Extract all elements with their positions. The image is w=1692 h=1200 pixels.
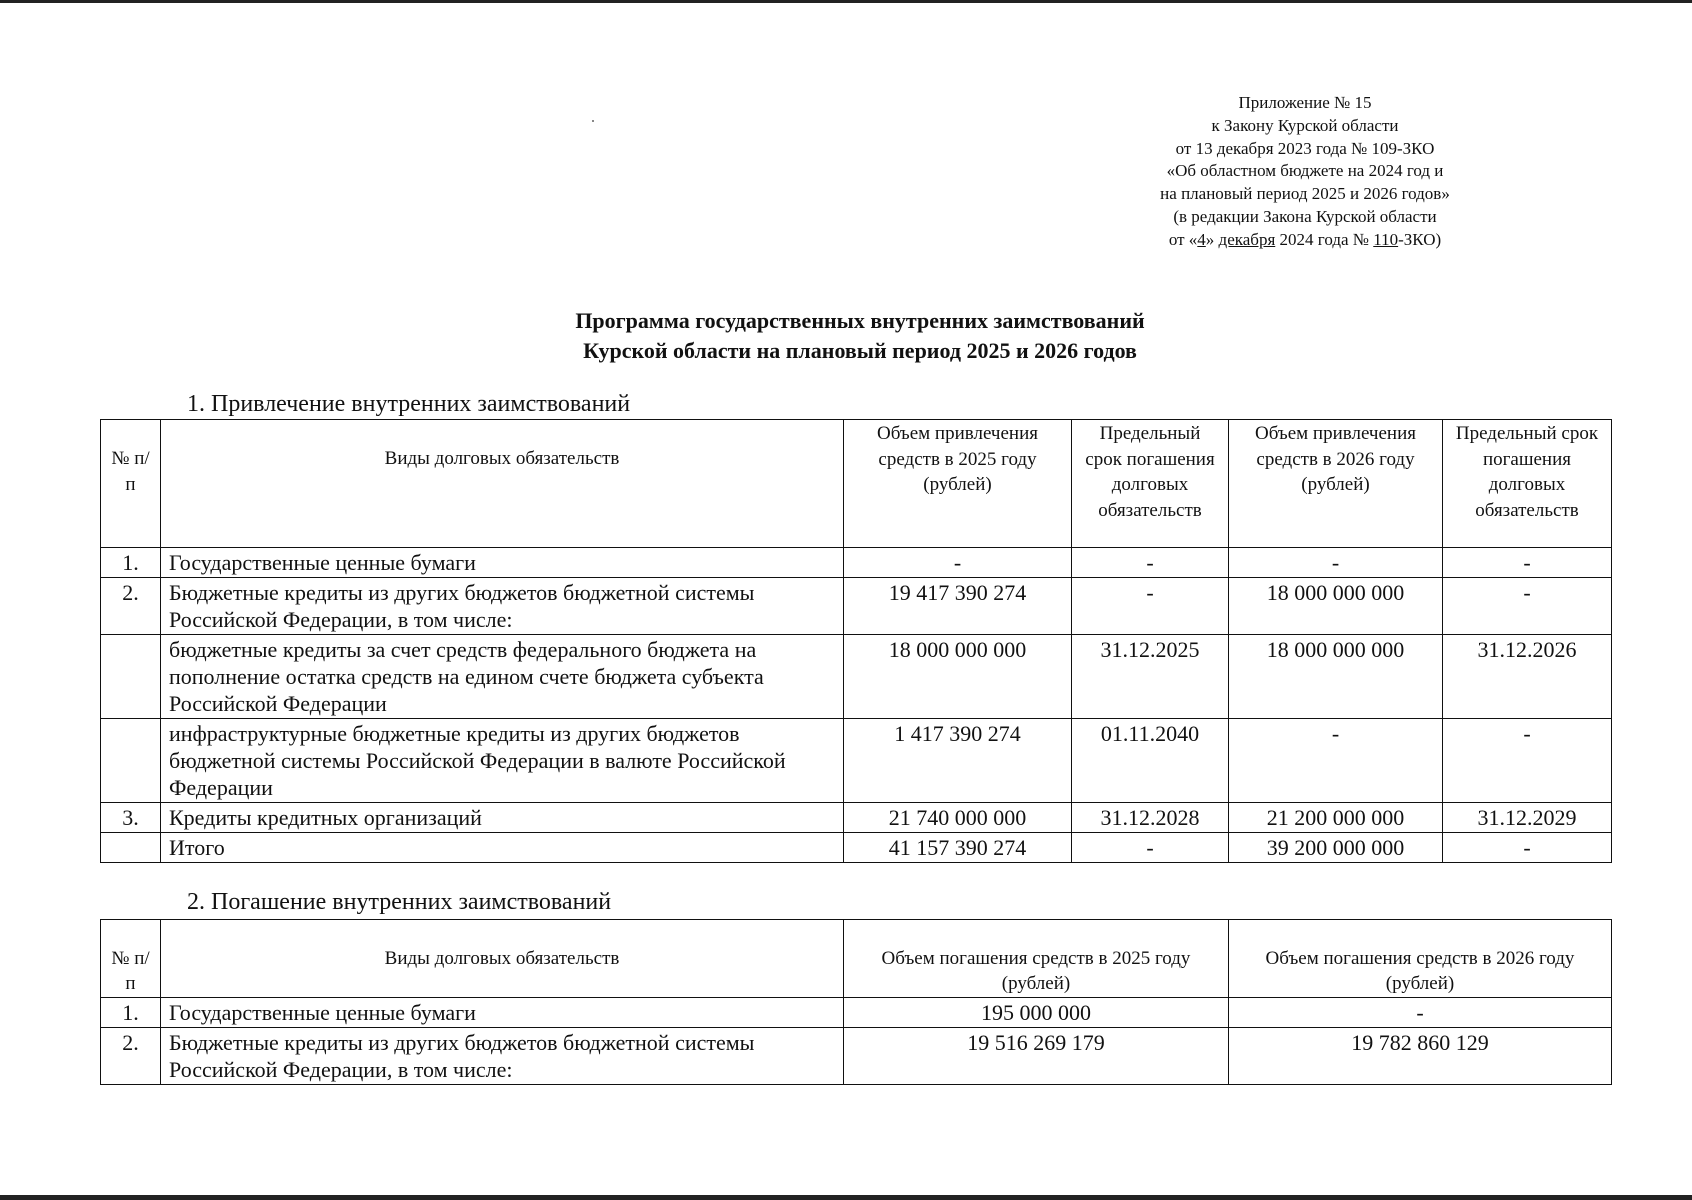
- row-kind: Государственные ценные бумаги: [161, 998, 844, 1028]
- row-vol-2026: 18 000 000 000: [1229, 578, 1443, 635]
- amendment-number: 110: [1373, 229, 1399, 249]
- title-line-1: Программа государственных внутренних заимствований: [575, 308, 1145, 333]
- row-repay-2026: 19 782 860 129: [1229, 1028, 1612, 1085]
- row-kind: Бюджетные кредиты из других бюджетов бюджетной системы Российской Федерации, в том числе:: [161, 578, 844, 635]
- table-row: [101, 719, 1612, 803]
- row-kind: инфраструктурные бюджетные кредиты из других бюджетов бюджетной системы Российской Федерации в валюте Российской Федерации: [161, 719, 844, 803]
- header-repay-2026: Объем погашения средств в 2026 году (рублей): [1229, 920, 1612, 998]
- amendment-text: 2024 года №: [1275, 229, 1374, 249]
- row-num: 2.: [101, 1028, 161, 1085]
- table-row: [101, 635, 1612, 719]
- row-vol-2025: -: [844, 548, 1072, 578]
- header-vol-2025: Объем привлечения средств в 2025 году (рублей): [844, 420, 1072, 548]
- row-term-2026: 31.12.2026: [1443, 635, 1612, 719]
- row-vol-2025: 19 417 390 274: [844, 578, 1072, 635]
- row-num: 2.: [101, 578, 161, 635]
- row-num: 1.: [101, 548, 161, 578]
- table-header-row: [101, 920, 1612, 998]
- row-repay-2026: -: [1229, 998, 1612, 1028]
- amendment-text: -ЗКО): [1398, 229, 1442, 249]
- row-term-2025: -: [1072, 578, 1229, 635]
- appendix-amendment-line: [1110, 229, 1500, 252]
- amendment-text: от «: [1168, 229, 1198, 249]
- row-vol-2026: 39 200 000 000: [1229, 833, 1443, 863]
- row-term-2026: 31.12.2029: [1443, 803, 1612, 833]
- row-term-2026: -: [1443, 548, 1612, 578]
- row-vol-2026: 18 000 000 000: [1229, 635, 1443, 719]
- row-term-2025: 01.11.2040: [1072, 719, 1229, 803]
- section-2-heading: 2. Погашение внутренних заимствований: [187, 889, 612, 915]
- amendment-day: 4: [1197, 229, 1206, 249]
- row-term-2025: -: [1072, 833, 1229, 863]
- table-header-row: [101, 420, 1612, 548]
- row-num: [101, 719, 161, 803]
- row-term-2026: -: [1443, 719, 1612, 803]
- header-num: № п/п: [101, 920, 161, 998]
- header-vol-2026: Объем привлечения средств в 2026 году (рублей): [1229, 420, 1443, 548]
- header-repay-2025: Объем погашения средств в 2025 году (рублей): [844, 920, 1229, 998]
- row-term-2025: 31.12.2025: [1072, 635, 1229, 719]
- amendment-month: декабря: [1218, 229, 1276, 249]
- appendix-line: (в редакции Закона Курской области: [1173, 206, 1437, 226]
- row-num: 1.: [101, 998, 161, 1028]
- row-num: [101, 833, 161, 863]
- row-vol-2025: 18 000 000 000: [844, 635, 1072, 719]
- header-kind: Виды долговых обязательств: [161, 420, 844, 548]
- appendix-line: к Закону Курской области: [1211, 115, 1399, 135]
- table-row: [101, 578, 1612, 635]
- row-vol-2026: -: [1229, 719, 1443, 803]
- table-row: [101, 548, 1612, 578]
- table-total-row: [101, 833, 1612, 863]
- row-num: 3.: [101, 803, 161, 833]
- row-vol-2026: 21 200 000 000: [1229, 803, 1443, 833]
- table-row: [101, 1028, 1612, 1085]
- row-vol-2025: 41 157 390 274: [844, 833, 1072, 863]
- borrowing-repayment-table: [100, 919, 1612, 1085]
- scan-edge-bottom: [0, 1195, 1692, 1200]
- title-line-2: Курской области на плановый период 2025 и 2026 годов: [583, 338, 1137, 363]
- scan-edge-top: [0, 0, 1692, 3]
- table-row: [101, 803, 1612, 833]
- appendix-line: Приложение № 15: [1238, 93, 1372, 112]
- row-repay-2025: 195 000 000: [844, 998, 1229, 1028]
- appendix-line: от 13 декабря 2023 года № 109-ЗКО: [1175, 138, 1435, 158]
- scan-speck: [592, 120, 594, 122]
- row-term-2025: -: [1072, 548, 1229, 578]
- appendix-header: [1110, 92, 1500, 252]
- section-1-heading: 1. Привлечение внутренних заимствований: [187, 391, 631, 417]
- row-vol-2025: 1 417 390 274: [844, 719, 1072, 803]
- row-kind: Итого: [161, 833, 844, 863]
- row-repay-2025: 19 516 269 179: [844, 1028, 1229, 1085]
- header-num: № п/п: [101, 420, 161, 548]
- header-term-2025: Предельный срок погашения долговых обязательств: [1072, 420, 1229, 548]
- row-kind: бюджетные кредиты за счет средств федерального бюджета на пополнение остатка средств на едином счете бюджета субъекта Российской Федерации: [161, 635, 844, 719]
- row-term-2026: -: [1443, 833, 1612, 863]
- row-vol-2026: -: [1229, 548, 1443, 578]
- row-kind: Государственные ценные бумаги: [161, 548, 844, 578]
- amendment-text: »: [1205, 229, 1219, 249]
- row-vol-2025: 21 740 000 000: [844, 803, 1072, 833]
- document-title: [300, 306, 1420, 366]
- row-term-2026: -: [1443, 578, 1612, 635]
- row-num: [101, 635, 161, 719]
- row-term-2025: 31.12.2028: [1072, 803, 1229, 833]
- table-row: [101, 998, 1612, 1028]
- appendix-line: «Об областном бюджете на 2024 год и: [1166, 161, 1444, 181]
- borrowing-attraction-table: [100, 419, 1612, 863]
- row-kind: Кредиты кредитных организаций: [161, 803, 844, 833]
- header-kind: Виды долговых обязательств: [161, 920, 844, 998]
- row-kind: Бюджетные кредиты из других бюджетов бюджетной системы Российской Федерации, в том числе:: [161, 1028, 844, 1085]
- header-term-2026: Предельный срок погашения долговых обязательств: [1443, 420, 1612, 548]
- appendix-line: на плановый период 2025 и 2026 годов»: [1160, 184, 1450, 204]
